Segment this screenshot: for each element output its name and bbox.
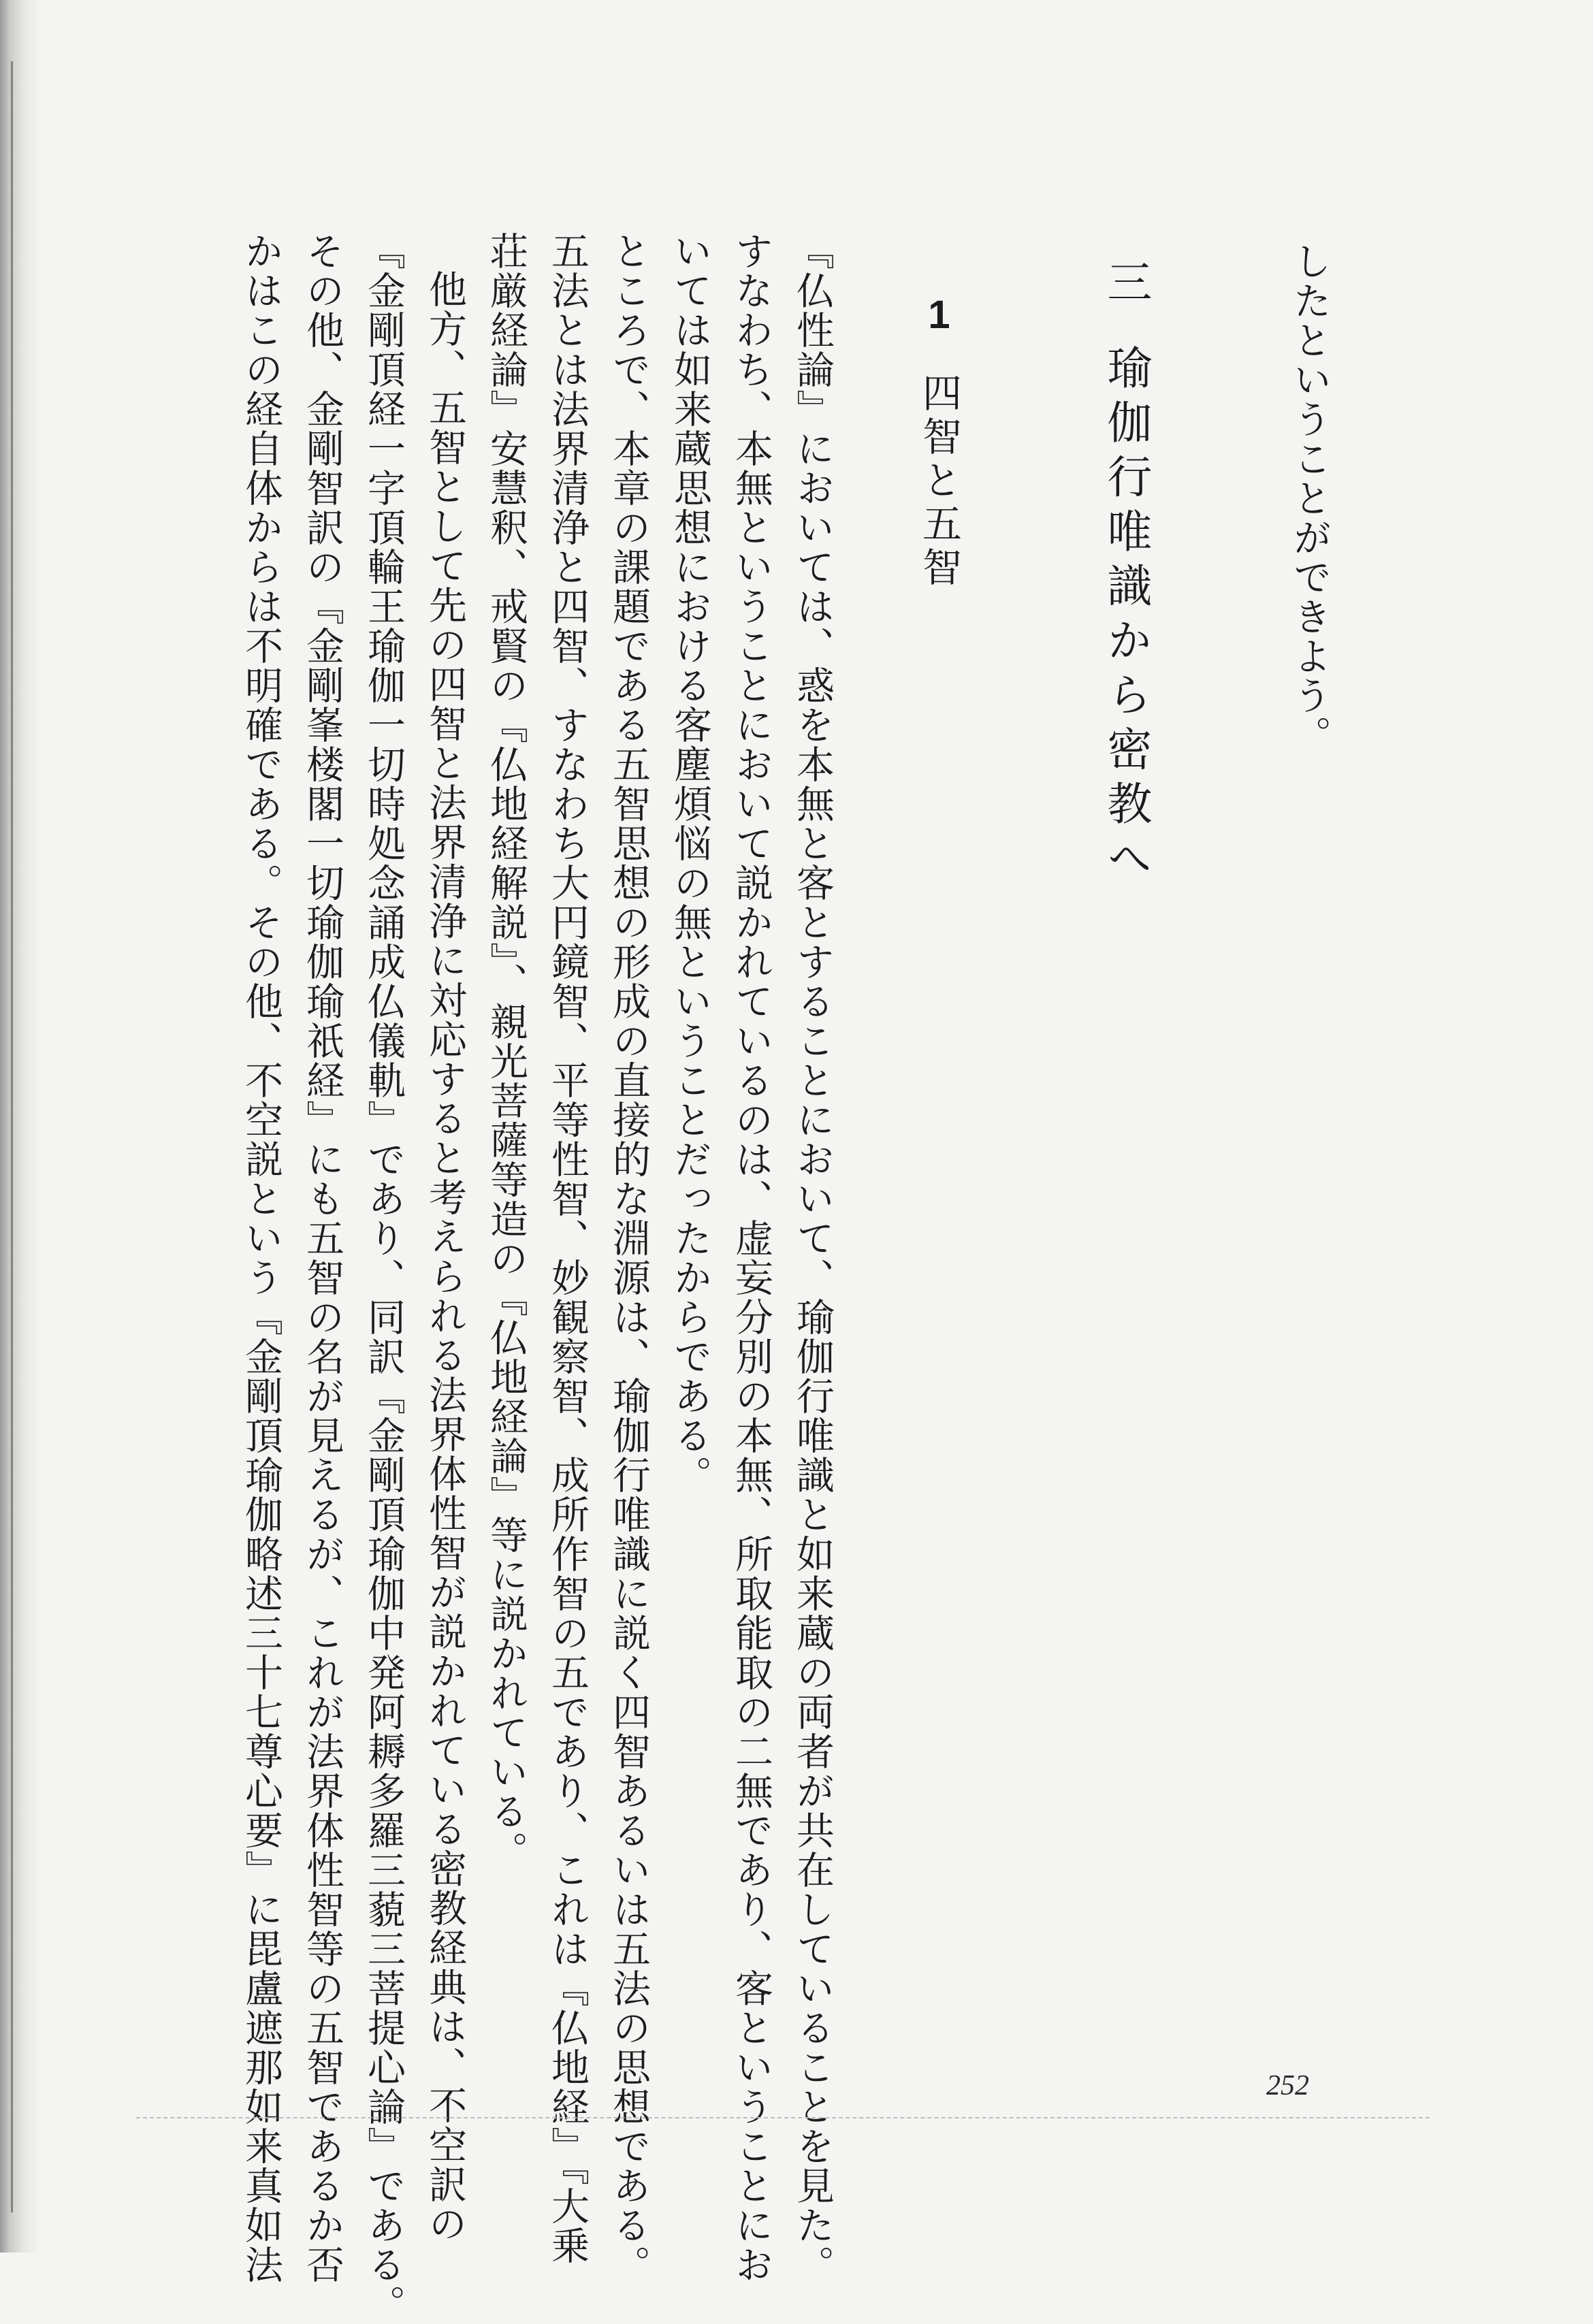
text-line: 五法とは法界清浄と四智、すなわち大円鏡智、平等性智、妙観察智、成所作智の五であり、これは『仏地経』『大乗: [545, 231, 590, 2265]
chapter-heading: [1099, 259, 1152, 889]
page-number: 252: [1266, 2070, 1309, 2101]
chapter-number: 三: [1099, 259, 1152, 313]
text-line: 他方、五智として先の四智と法界清浄に対応すると考えられる法界体性智が説かれている密教経典は、不空訳の: [423, 270, 467, 2244]
text-line: 『仏性論』においては、惑を本無と客とすることにおいて、瑜伽行唯識と如来蔵の両者が共在していることを見た。: [790, 231, 835, 2285]
previous-paragraph-end: したということができよう。: [1287, 242, 1332, 755]
text-line: いては如来蔵思想における客塵煩悩の無ということだったからである。: [668, 231, 712, 1495]
section-title: 四智と五智: [916, 372, 962, 590]
section-number: 1: [917, 293, 961, 341]
scan-artifact-line: [136, 2117, 1430, 2118]
text-line: ところで、本章の課題である五智思想の形成の直接的な淵源は、瑜伽行唯識に説く四智あるいは五法の思想である。: [607, 231, 651, 2285]
text-line: かはこの経自体からは不明確である。その他、不空説という『金剛頂瑜伽略述三十七尊心要』に毘盧遮那如来真如法: [239, 231, 283, 2285]
text-line: 荘厳経論』安慧釈、戒賢の『仏地経解説』、親光菩薩等造の『仏地経論』等に説かれている。: [484, 231, 528, 1871]
text-line: その他、金剛智訳の『金剛峯楼閣一切瑜伽瑜祇経』にも五智の名が見えるが、これが法界体性智等の五智であるか否: [300, 231, 344, 2285]
text-line: 『金剛頂経一字頂輪王瑜伽一切時処念誦成仏儀軌』であり、同訳『金剛頂瑜伽中発阿耨多羅三藐三菩提心論』である。: [361, 231, 406, 2324]
section-heading: [916, 293, 962, 590]
text-line: すなわち、本無ということにおいて説かれているのは、虚妄分別の本無、所取能取の二無であり、客ということにお: [729, 231, 773, 2285]
chapter-title: 瑜伽行唯識から密教へ: [1099, 344, 1152, 889]
